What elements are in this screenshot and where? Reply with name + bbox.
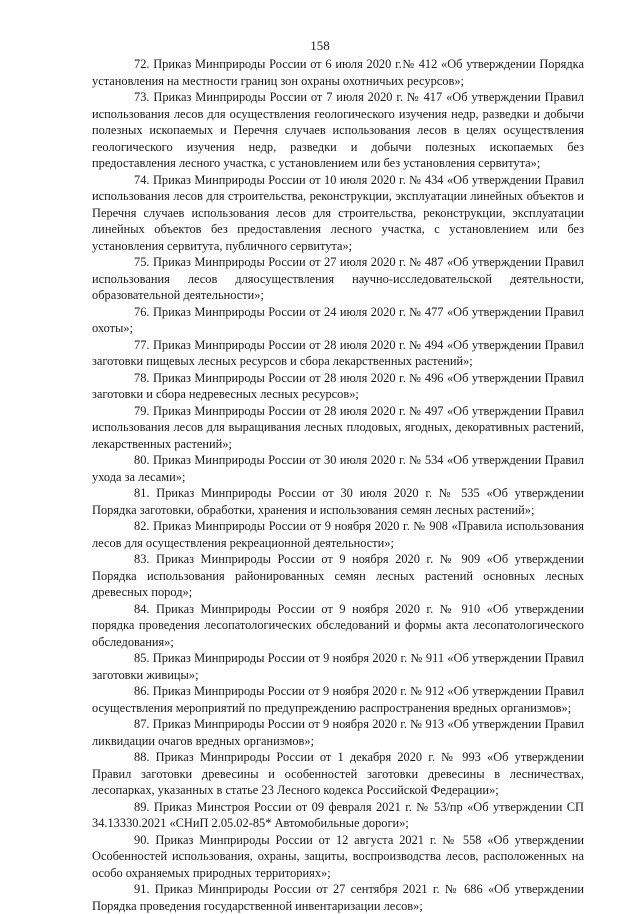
list-item: 81. Приказ Минприроды России от 30 июля 2020 г. № 535 «Об утверждении Порядка заготовки, обработки, хранения и использования семян лесных растений»; xyxy=(92,486,584,517)
list-item: 88. Приказ Минприроды России от 1 декабря 2020 г. № 993 «Об утверждении Правил заготовки древесины и особенностей заготовки древесины в лесничествах, лесопарках, указанных в статье 23 Лесного кодекса Российской Федерации»; xyxy=(92,750,584,797)
list-item: 78. Приказ Минприроды России от 28 июля 2020 г. № 496 «Об утверждении Правил заготовки и сбора недревесных лесных ресурсов»; xyxy=(92,370,584,401)
list-item: 84. Приказ Минприроды России от 9 ноября 2020 г. № 910 «Об утверждении порядка проведения лесопатологических обследований и формы акта лесопатологического обследования»; xyxy=(92,601,584,649)
list-item: 75. Приказ Минприроды России от 27 июля 2020 г. № 487 «Об утверждении Правил использования лесов дляосуществления научно-исследовательской деятельности, образовательной деятельности»; xyxy=(92,255,584,302)
list-item: 90. Приказ Минприроды России от 12 августа 2021 г. № 558 «Об утверждении Особенностей использования, охраны, защиты, воспроизводства лесов, расположенных на особо охраняемых природных территориях»; xyxy=(92,832,584,880)
list-item: 80. Приказ Минприроды России от 30 июля 2020 г. № 534 «Об утверждении Правил ухода за лесами»; xyxy=(92,453,584,484)
list-item: 85. Приказ Минприроды России от 9 ноября 2020 г. № 911 «Об утверждении Правил заготовки живицы»; xyxy=(92,651,584,682)
list-item: 82. Приказ Минприроды России от 9 ноября 2020 г. № 908 «Правила использования лесов для осуществления рекреационной деятельности»; xyxy=(92,519,584,550)
list-item: 74. Приказ Минприроды России от 10 июля 2020 г. № 434 «Об утверждении Правил использования лесов для строительства, реконструкции, эксплуатации линейных объектов и Перечня случаев использования лесов для строительства, реконструкции, эксплуатации линейных объектов без предоставления лесного участка, с установлением или без установления сервитута, публичного сервитута»; xyxy=(92,172,584,253)
list-item: 79. Приказ Минприроды России от 28 июля 2020 г. № 497 «Об утверждении Правил использования лесов для выращивания лесных плодовых, ягодных, декоративных растений, лекарственных растений»; xyxy=(92,403,584,451)
page-number: 158 xyxy=(310,38,330,53)
list-item: 89. Приказ Минстроя России от 09 февраля 2021 г. № 53/пр «Об утверждении СП 34.13330.2021 «СНиП 2.05.02-85* Автомобильные дороги»; xyxy=(92,799,584,830)
list-item: 73. Приказ Минприроды России от 7 июля 2020 г. № 417 «Об утверждении Правил использования лесов для осуществления геологического изучения недр, разведки и добычи полезных ископаемых и Перечня случаев использования лесов в целях осуществления геологического изучения недр, разведки и добычи полезных ископаемых без предоставления лесного участка, с установлением или без установления сервитута»; xyxy=(92,90,584,170)
list-item: 91. Приказ Минприроды России от 27 сентября 2021 г. № 686 «Об утверждении Порядка проведения государственной инвентаризации лесов»; xyxy=(92,882,584,913)
list-item: 86. Приказ Минприроды России от 9 ноября 2020 г. № 912 «Об утверждении Правил осуществления мероприятий по предупреждению распространения вредных организмов»; xyxy=(92,684,584,715)
list-item: 72. Приказ Минприроды России от 6 июля 2020 г.№ 412 «Об утверждении Порядка установления на местности границ зон охраны охотничьих ресурсов»; xyxy=(92,57,584,88)
list-item: 87. Приказ Минприроды России от 9 ноября 2020 г. № 913 «Об утверждении Правил ликвидации очагов вредных организмов»; xyxy=(92,717,584,748)
list-item: 76. Приказ Минприроды России от 24 июля 2020 г. № 477 «Об утверждении Правил охоты»; xyxy=(92,304,584,335)
regulation-list xyxy=(92,56,584,914)
list-item: 77. Приказ Минприроды России от 28 июля 2020 г. № 494 «Об утверждении Правил заготовки пищевых лесных ресурсов и сбора лекарственных растений»; xyxy=(92,337,584,368)
list-item: 83. Приказ Минприроды России от 9 ноября 2020 г. № 909 «Об утверждении Порядка использования районированных семян лесных растений основных лесных древесных пород»; xyxy=(92,552,584,599)
